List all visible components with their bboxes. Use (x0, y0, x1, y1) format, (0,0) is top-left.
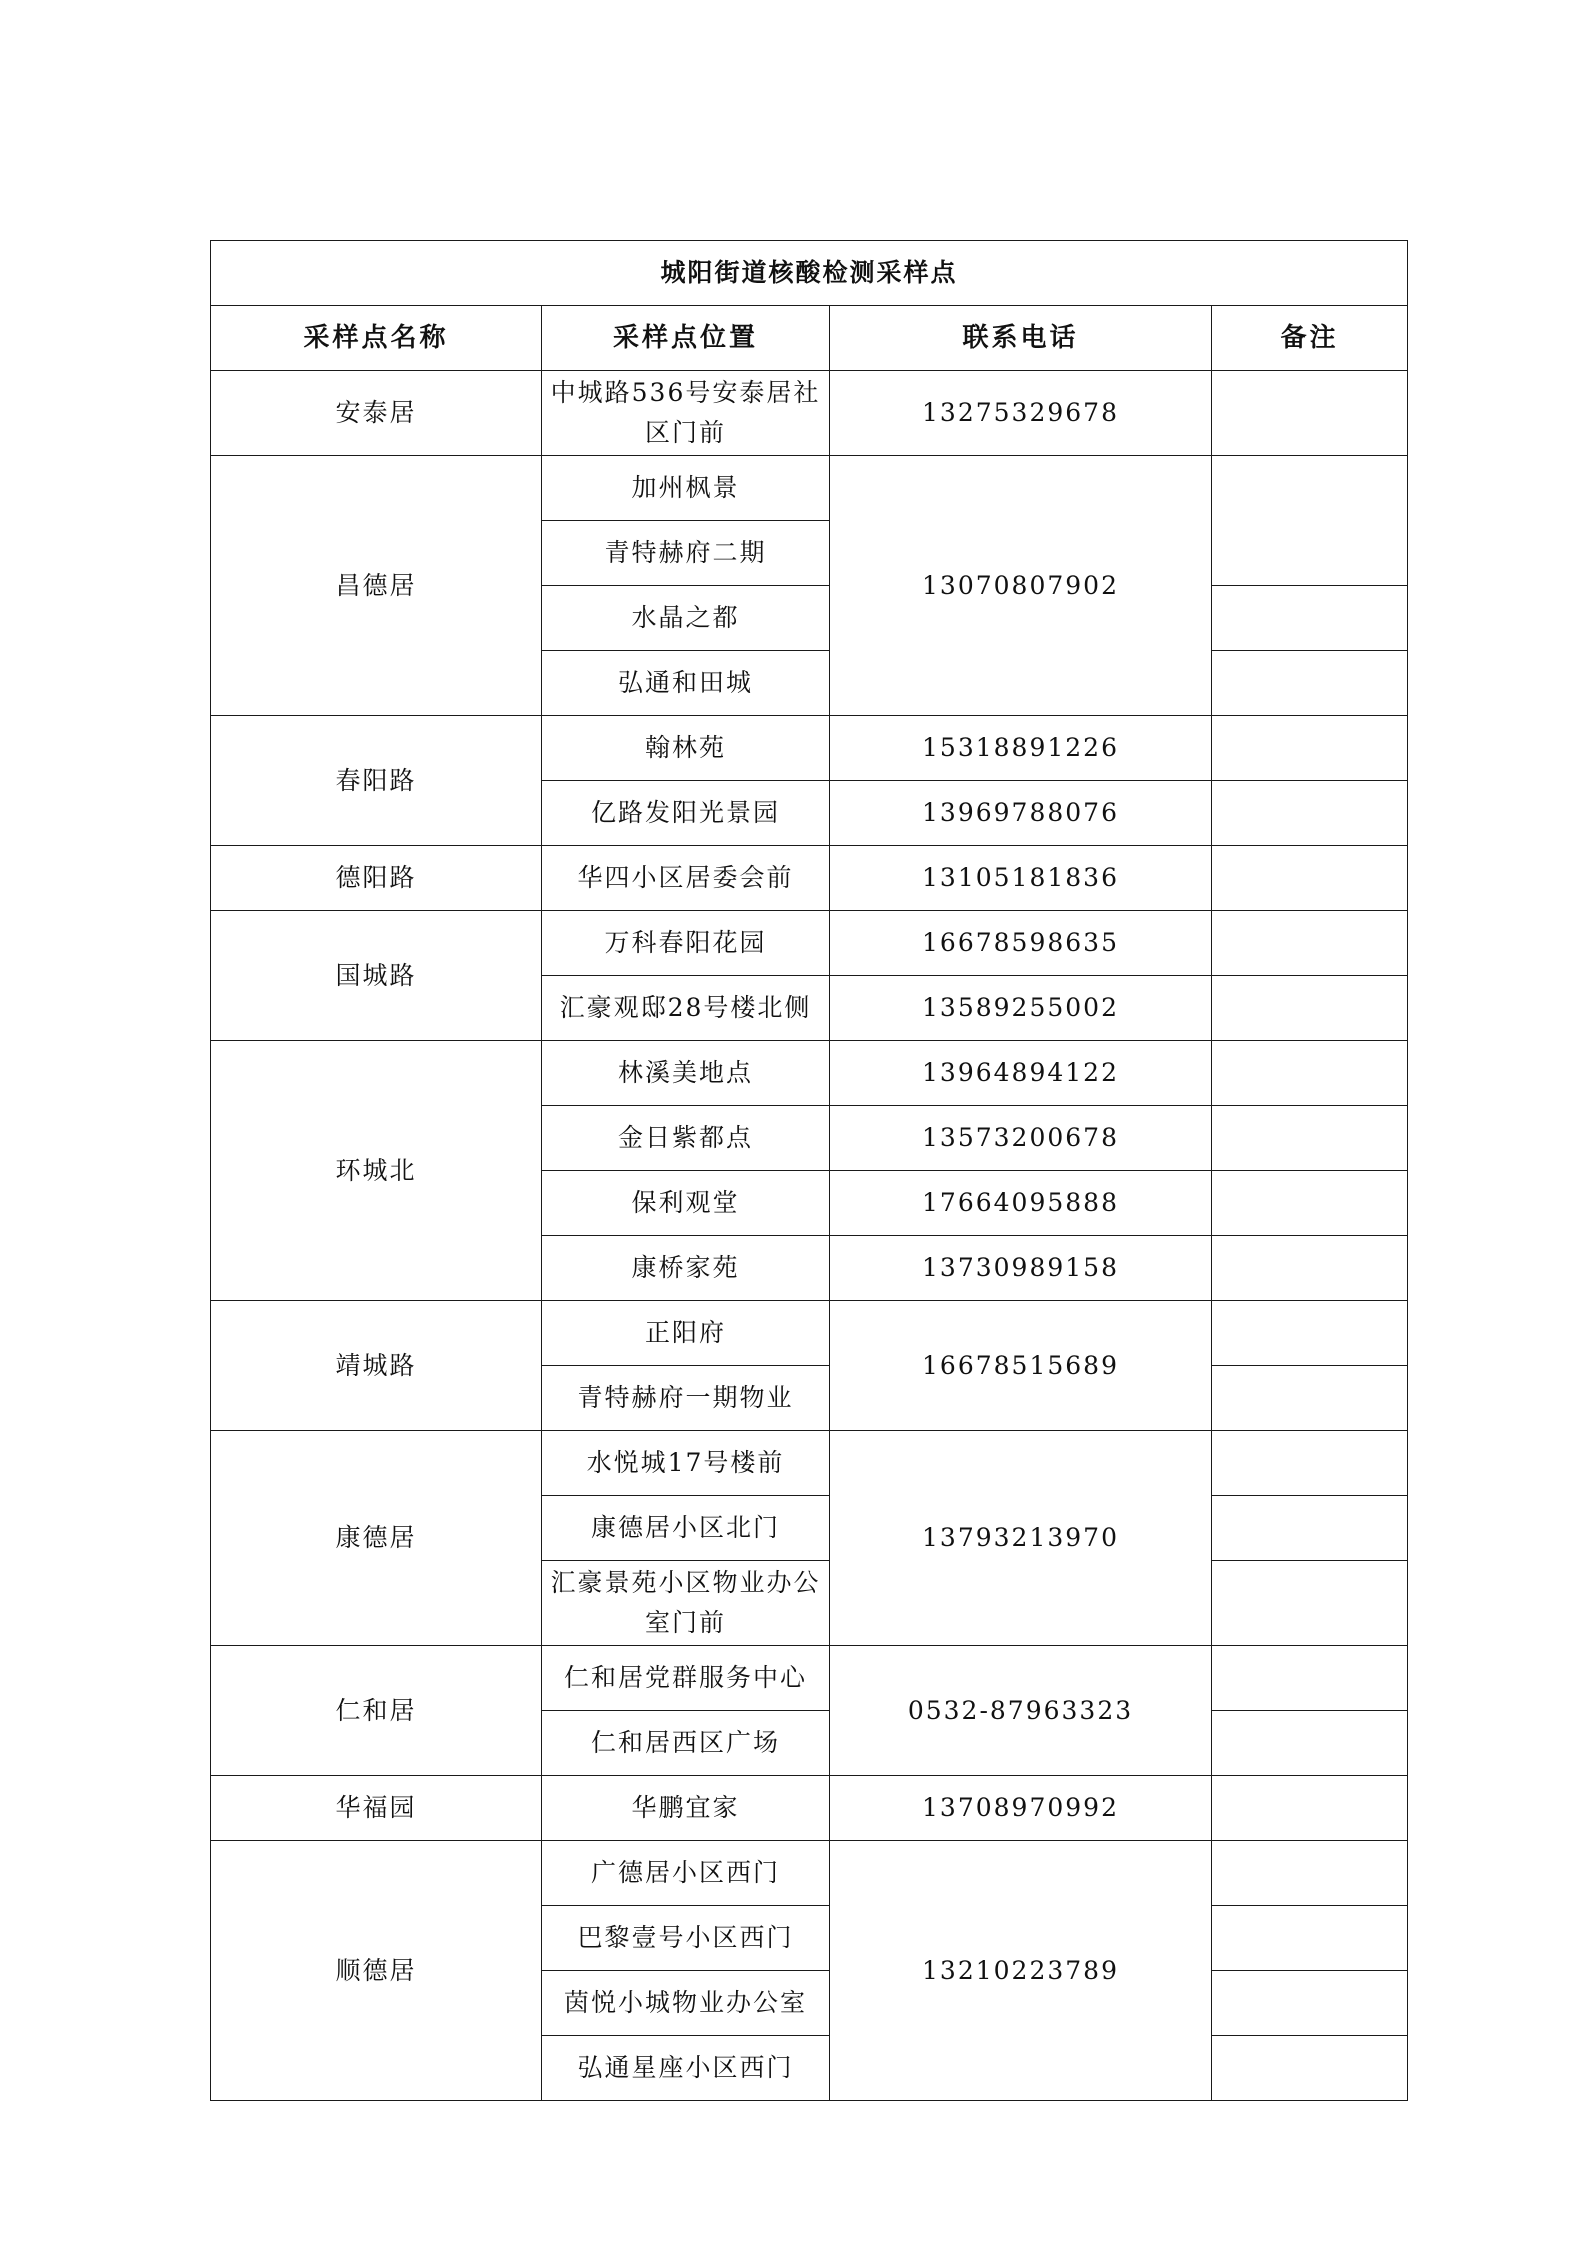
site-remark (1212, 651, 1408, 716)
site-remark (1212, 586, 1408, 651)
site-location: 康德居小区北门 (542, 1496, 830, 1561)
site-location: 茵悦小城物业办公室 (542, 1971, 830, 2036)
site-location: 加州枫景 (542, 456, 830, 521)
site-location: 青特赫府一期物业 (542, 1366, 830, 1431)
table-row (211, 716, 1408, 781)
site-remark (1212, 2036, 1408, 2101)
site-remark (1212, 1236, 1408, 1301)
table-row (211, 1301, 1408, 1366)
site-phone: 15318891226 (830, 716, 1212, 781)
site-phone: 13275329678 (830, 371, 1212, 456)
site-name: 靖城路 (211, 1301, 542, 1431)
site-remark (1212, 1496, 1408, 1561)
site-remark (1212, 1646, 1408, 1711)
site-location: 万科春阳花园 (542, 911, 830, 976)
site-remark (1212, 911, 1408, 976)
site-location: 华四小区居委会前 (542, 846, 830, 911)
site-remark (1212, 456, 1408, 586)
site-remark (1212, 976, 1408, 1041)
site-location: 广德居小区西门 (542, 1841, 830, 1906)
site-phone: 13730989158 (830, 1236, 1212, 1301)
site-remark (1212, 1171, 1408, 1236)
header-location: 采样点位置 (542, 306, 830, 371)
table-row (211, 846, 1408, 911)
site-remark (1212, 716, 1408, 781)
site-location: 仁和居西区广场 (542, 1711, 830, 1776)
site-name: 安泰居 (211, 371, 542, 456)
table-row (211, 911, 1408, 976)
site-phone: 13210223789 (830, 1841, 1212, 2101)
table-row (211, 1431, 1408, 1496)
table-row (211, 1776, 1408, 1841)
header-name: 采样点名称 (211, 306, 542, 371)
table-row (211, 1646, 1408, 1711)
site-remark (1212, 1776, 1408, 1841)
site-location: 汇豪景苑小区物业办公室门前 (542, 1561, 830, 1646)
site-remark (1212, 846, 1408, 911)
site-location: 保利观堂 (542, 1171, 830, 1236)
header-remark: 备注 (1212, 306, 1408, 371)
site-location: 青特赫府二期 (542, 521, 830, 586)
site-location: 林溪美地点 (542, 1041, 830, 1106)
site-remark (1212, 1366, 1408, 1431)
site-location: 康桥家苑 (542, 1236, 830, 1301)
table-row (211, 456, 1408, 521)
site-phone: 16678598635 (830, 911, 1212, 976)
site-location: 巴黎壹号小区西门 (542, 1906, 830, 1971)
table-row (211, 1041, 1408, 1106)
site-location: 水悦城17号楼前 (542, 1431, 830, 1496)
site-remark (1212, 1431, 1408, 1496)
site-phone: 0532-87963323 (830, 1646, 1212, 1776)
site-name: 春阳路 (211, 716, 542, 846)
site-name: 昌德居 (211, 456, 542, 716)
sampling-points-table (210, 240, 1408, 2101)
site-phone: 13969788076 (830, 781, 1212, 846)
site-name: 华福园 (211, 1776, 542, 1841)
site-remark (1212, 781, 1408, 846)
site-remark (1212, 371, 1408, 456)
site-remark (1212, 1906, 1408, 1971)
header-row (211, 306, 1408, 371)
site-location: 仁和居党群服务中心 (542, 1646, 830, 1711)
site-location: 汇豪观邸28号楼北侧 (542, 976, 830, 1041)
table-row (211, 371, 1408, 456)
site-phone: 16678515689 (830, 1301, 1212, 1431)
site-name: 国城路 (211, 911, 542, 1041)
site-remark (1212, 1841, 1408, 1906)
site-phone: 13793213970 (830, 1431, 1212, 1646)
site-location: 弘通星座小区西门 (542, 2036, 830, 2101)
site-location: 华鹏宜家 (542, 1776, 830, 1841)
site-location: 金日紫都点 (542, 1106, 830, 1171)
site-location: 正阳府 (542, 1301, 830, 1366)
site-phone: 17664095888 (830, 1171, 1212, 1236)
table-row (211, 1841, 1408, 1906)
site-name: 顺德居 (211, 1841, 542, 2101)
title-row (211, 241, 1408, 306)
site-location: 亿路发阳光景园 (542, 781, 830, 846)
site-name: 康德居 (211, 1431, 542, 1646)
site-location: 水晶之都 (542, 586, 830, 651)
site-name: 仁和居 (211, 1646, 542, 1776)
site-name: 环城北 (211, 1041, 542, 1301)
site-phone: 13589255002 (830, 976, 1212, 1041)
site-location: 弘通和田城 (542, 651, 830, 716)
site-remark (1212, 1971, 1408, 2036)
site-phone: 13070807902 (830, 456, 1212, 716)
site-phone: 13573200678 (830, 1106, 1212, 1171)
site-remark (1212, 1561, 1408, 1646)
site-remark (1212, 1711, 1408, 1776)
header-phone: 联系电话 (830, 306, 1212, 371)
site-name: 德阳路 (211, 846, 542, 911)
site-phone: 13964894122 (830, 1041, 1212, 1106)
site-location: 翰林苑 (542, 716, 830, 781)
table-title: 城阳街道核酸检测采样点 (211, 241, 1408, 306)
site-phone: 13708970992 (830, 1776, 1212, 1841)
site-remark (1212, 1106, 1408, 1171)
site-location: 中城路536号安泰居社区门前 (542, 371, 830, 456)
site-remark (1212, 1041, 1408, 1106)
site-remark (1212, 1301, 1408, 1366)
site-phone: 13105181836 (830, 846, 1212, 911)
